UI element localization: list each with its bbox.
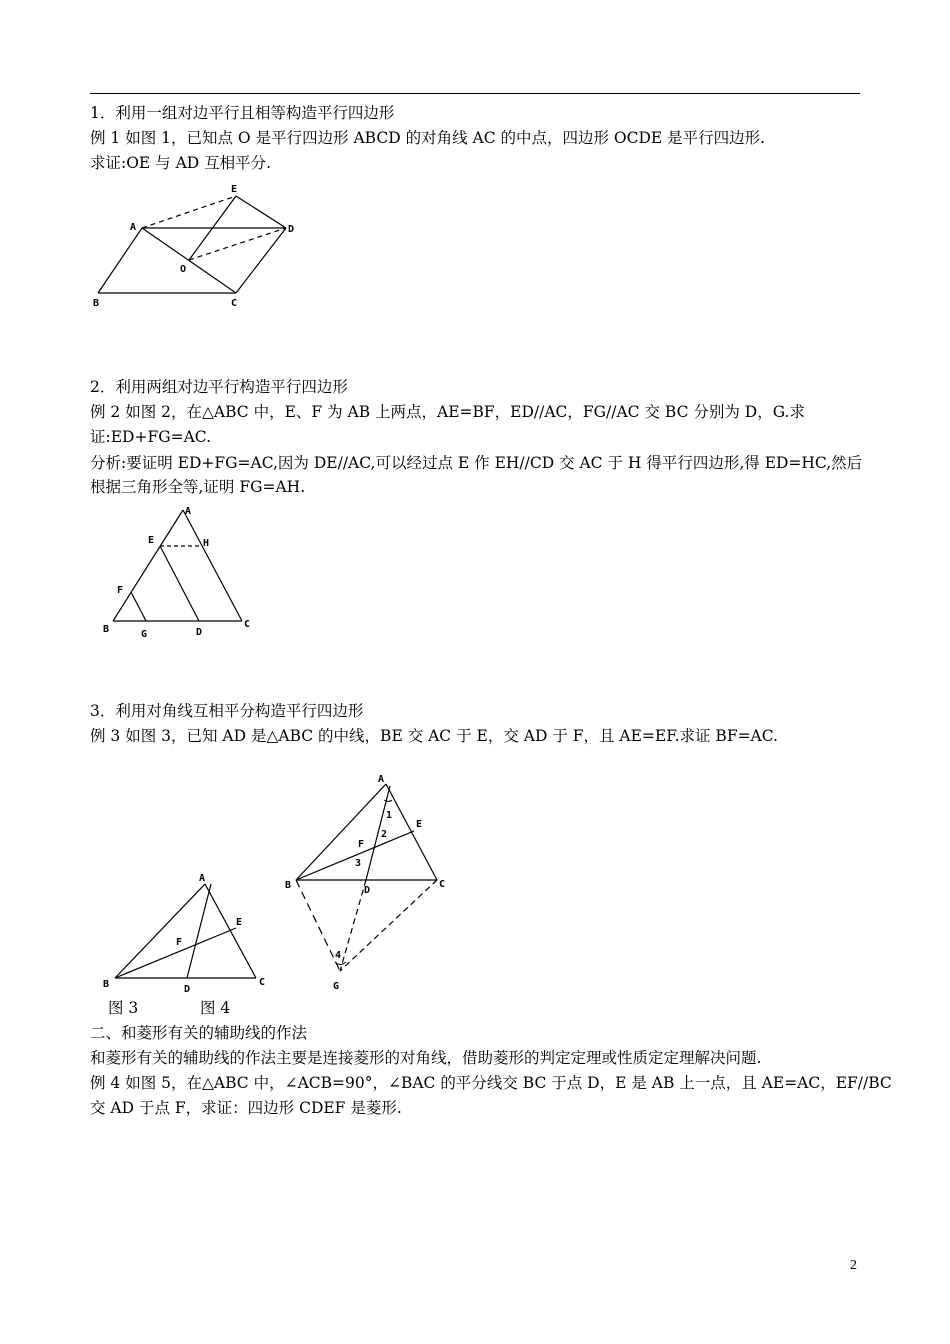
label-A: A [185,506,192,517]
label-B: B [103,979,110,990]
label-A: A [130,222,137,233]
label-E: E [236,917,243,928]
segment-ED [160,546,199,621]
example-4-text: 例 4 如图 5，在△ABC 中，∠ACB=90°，∠BAC 的平分线交 BC 于点 D，E 是 AB 上一点，且 AE=AC，EF//BC [90,1074,892,1092]
figure-4-triangle-extended [275,765,460,997]
label-D: D [288,224,295,235]
edge-AC [183,510,242,621]
label-C: C [244,619,251,630]
label-F: F [176,937,183,948]
segment-FG [131,592,146,621]
diagonal-AC [142,228,236,293]
median-AD [187,884,211,978]
label-F: F [358,839,365,850]
edge-AC [205,884,256,978]
label-B: B [285,880,292,891]
segment-BE [115,928,236,978]
rhombus-intro-text: 和菱形有关的辅助线的作法主要是连接菱形的对角线，借助菱形的判定定理或性质定定理解决问题. [90,1049,762,1067]
label-C: C [231,298,238,309]
analysis-text-cont: 根据三角形全等,证明 FG=AH. [90,478,306,496]
edge-CD [236,228,286,293]
example-3-text: 例 3 如图 3，已知 AD 是△ABC 的中线，BE 交 AC 于 E，交 AD 于 F，且 AE=EF.求证 BF=AC. [90,727,778,745]
edge-ED [236,196,286,228]
label-B: B [103,624,110,635]
caption-figure-4: 图 4 [200,999,231,1017]
label-3: 3 [355,858,362,869]
section-heading-1: 1．利用一组对边平行且相等构造平行四边形 [90,104,395,122]
dashed-BG [296,880,340,971]
label-4: 4 [335,950,342,961]
label-E: E [231,184,238,195]
label-G: G [141,629,148,640]
label-O: O [180,264,187,275]
dashed-CG [340,880,437,971]
section-heading-3: 3．利用对角线互相平分构造平行四边形 [90,702,364,720]
angle-mark-1 [384,800,392,802]
section-heading-2: 2．利用两组对边平行构造平行四边形 [90,378,348,396]
label-C: C [439,879,446,890]
label-2: 2 [381,829,388,840]
dashed-AE [142,196,236,228]
label-D: D [184,984,191,995]
example-1-prove: 求证:OE 与 AD 互相平分. [90,154,272,172]
label-1: 1 [386,810,393,821]
label-F: F [117,585,124,596]
caption-figure-3: 图 3 [108,999,139,1017]
figure-2-triangle [95,500,265,645]
analysis-text: 分析:要证明 ED+FG=AC,因为 DE//AC,可以经过点 E 作 EH//CD 交 AC 于 H 得平行四边形,得 ED=HC,然后 [90,454,863,472]
label-C: C [259,977,266,988]
edge-AB [115,884,205,978]
label-H: H [203,538,210,549]
label-D: D [364,885,371,896]
label-D: D [196,627,203,638]
segment-BE [296,831,414,880]
edge-AB [296,784,386,880]
section-heading-rhombus: 二、和菱形有关的辅助线的作法 [90,1024,308,1042]
page-number: 2 [850,1258,857,1273]
dashed-OD [189,228,286,260]
example-1-text: 例 1 如图 1，已知点 O 是平行四边形 ABCD 的对角线 AC 的中点，四边形 OCDE 是平行四边形. [90,129,766,147]
example-4-text-cont: 交 AD 于点 F，求证：四边形 CDEF 是菱形. [90,1099,402,1117]
label-G: G [333,981,340,992]
label-B: B [93,298,100,309]
dashed-DG [340,880,366,971]
example-2-text-cont: 证:ED+FG=AC. [90,428,212,446]
label-E: E [416,819,423,830]
label-E: E [148,535,155,546]
edge-AB [113,510,183,621]
figure-1-parallelogram [85,180,315,315]
label-A: A [378,774,385,785]
header-rule [90,93,860,94]
edge-AB [98,228,142,293]
label-A: A [199,873,206,884]
figure-3-triangle [95,865,275,995]
example-2-text: 例 2 如图 2，在△ABC 中，E、F 为 AB 上两点，AE=BF，ED//AC，FG//AC 交 BC 分别为 D，G.求 [90,403,805,421]
